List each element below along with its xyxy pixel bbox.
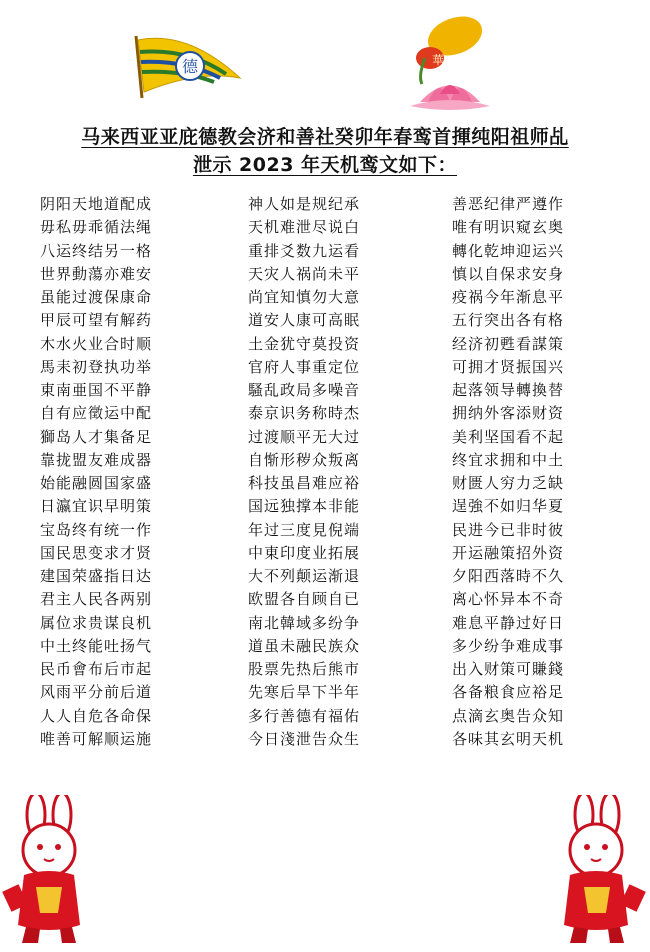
verse-line: 南北韓域多纷争 (248, 613, 361, 632)
verse-line: 股票先热后熊市 (248, 660, 361, 678)
verse-line: 疫祸今年渐息平 (452, 288, 565, 306)
verse-line: 宝岛终有统一作 (40, 520, 153, 539)
verse-line: 官府人事重定位 (248, 357, 361, 376)
verse-line: 建国荣盛指日达 (40, 567, 153, 585)
verse-line: 多行善德有福佑 (248, 706, 361, 725)
verse-line: 开运融策招外资 (452, 543, 565, 562)
verse-line: 重排爻数九运看 (248, 241, 361, 260)
verse-line: 先寒后旱下半年 (248, 683, 361, 702)
verse-line: 民进今已非时彼 (452, 520, 565, 539)
verse-line: 日瀛宜识早明策 (40, 497, 153, 516)
verse-line: 可拥才贤振国兴 (452, 357, 565, 376)
verse-line: 今日淺泄告众生 (248, 729, 361, 748)
verse-line: 年过三度見倪端 (248, 520, 361, 539)
verse-line: 终宜求拥和中土 (452, 450, 565, 469)
lotus-emblem-icon (400, 14, 500, 114)
lotus-char: 華 (431, 53, 445, 67)
verse-line: 阴阳天地道配成 (40, 195, 153, 213)
verse-line: 木水火业合时顺 (40, 334, 153, 353)
verse-line: 风雨平分前后道 (40, 683, 153, 702)
verse-line: 善恶纪律严遵作 (452, 195, 565, 213)
flag-char: 德 (181, 57, 199, 76)
verse-line: 欧盟各自顾自已 (248, 590, 361, 609)
verse-line: 唯有明识窥玄奥 (452, 218, 565, 237)
verse-line: 道虽未融民族众 (248, 636, 361, 655)
verse-line: 自有应徵运中配 (40, 404, 153, 423)
rabbit-mascot-right-icon (532, 795, 647, 945)
verse-line: 出入财策可賺錢 (452, 660, 565, 678)
verse-line: 獅岛人才集备足 (40, 427, 153, 446)
verse-line: 泰京识务称時杰 (248, 404, 361, 423)
verse-line: 轉化乾坤迎运兴 (452, 241, 565, 260)
verse-line: 尚宜知慎勿大意 (248, 288, 361, 306)
header (0, 0, 650, 120)
verse-line: 多少纷争难成事 (452, 636, 565, 655)
rabbit-mascot-left-icon (0, 795, 111, 945)
verse-line: 各备粮食应裕足 (452, 683, 565, 702)
verse-line: 科技虽昌难应裕 (248, 474, 361, 492)
verse-line: 甲辰可望有解药 (40, 311, 153, 330)
verse-line: 属位求贵谋良机 (40, 613, 153, 632)
verse-line: 天灾人祸尚未平 (248, 264, 361, 283)
verse-line: 中土终能吐扬气 (40, 636, 153, 655)
verse-line: 国远独撑本非能 (248, 497, 361, 516)
page-title-line-2: 泄示 2023 年天机鸾文如下： (192, 154, 458, 176)
flag-logo-icon (128, 30, 248, 100)
verse-line: 自惭形秽众叛离 (248, 450, 361, 469)
verse-line: 土金犹守莫投资 (248, 334, 361, 353)
verse-line: 君主人民各两别 (40, 590, 153, 609)
verse-line: 过渡顺平无大过 (248, 427, 361, 446)
verse-line: 道安人康可高眠 (248, 311, 361, 330)
verse-line: 经济初甦看謀策 (452, 334, 565, 353)
verse-column-3 (452, 193, 612, 751)
verse-line: 騷乱政局多噪音 (248, 381, 361, 399)
verse-line: 离心怀异本不奇 (452, 590, 565, 609)
verse-line: 财匮人穷力乏缺 (452, 474, 565, 492)
verse-line: 馬耒初登执功举 (40, 357, 153, 376)
verse-line: 美利坚国看不起 (452, 427, 565, 446)
verse-column-2 (248, 193, 408, 751)
verse-line: 始能融圆国家盛 (40, 474, 153, 492)
verse-line: 唯善可解顺运施 (40, 729, 153, 748)
verse-line: 人人自危各命保 (40, 706, 153, 725)
verse-line: 起落领导轉換替 (452, 381, 565, 399)
verse-line: 靠拢盟友难成器 (40, 450, 153, 469)
verse-line: 八运终结另一格 (40, 241, 153, 260)
verse-line: 点滴玄奥告众知 (452, 706, 565, 725)
verse-line: 毋私毋乖循法绳 (40, 218, 153, 237)
verse-line: 难息平静过好日 (452, 613, 565, 632)
verse-line: 天机难泄尽说白 (248, 218, 361, 237)
verse-line: 拥纳外客添财资 (452, 404, 565, 423)
verse-line: 逞強不如归华夏 (452, 497, 565, 516)
verse-line: 民币會布后市起 (40, 660, 153, 678)
verse-line: 夕阳西落時不久 (452, 567, 565, 585)
page-title-line-1: 马来西亚亚庇德教会济和善社癸卯年春鸾首揮纯阳祖师乩 (81, 126, 569, 148)
verse-line: 世界動蕩亦难安 (40, 264, 153, 283)
verse-column-1 (40, 193, 200, 751)
verse-line: 国民思变求才贤 (40, 543, 153, 562)
verse-line: 東南亜国不平静 (40, 381, 153, 399)
verse-line: 虽能过渡保康命 (40, 288, 153, 306)
verse-line: 神人如是规纪承 (248, 195, 361, 213)
verse-line: 大不列颠运渐退 (248, 567, 361, 585)
verse-line: 慎以自保求安身 (452, 264, 565, 283)
verse-line: 五行突出各有格 (452, 311, 565, 330)
verse-line: 各味其玄明天机 (452, 729, 565, 748)
verse-line: 中東印度业拓展 (248, 543, 361, 562)
